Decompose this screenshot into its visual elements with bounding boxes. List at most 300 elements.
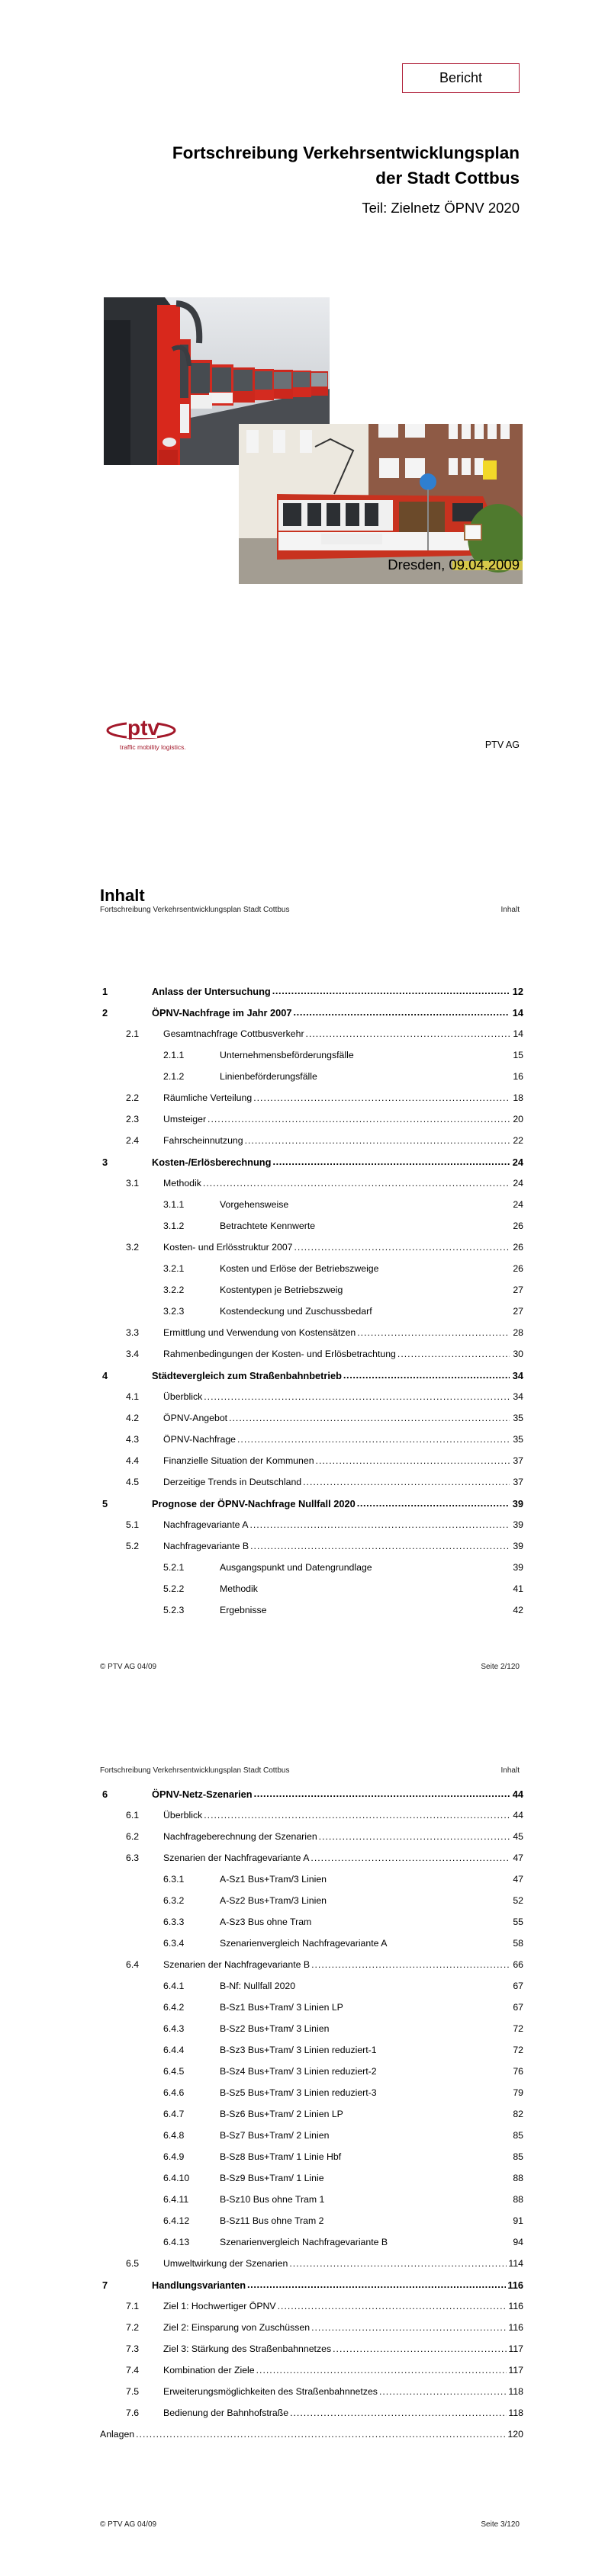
title-line-2: der Stadt Cottbus <box>375 168 520 188</box>
toc-entry[interactable] <box>100 1471 523 1493</box>
toc-entry-page: 37 <box>513 1455 523 1466</box>
toc-entry-title: Derzeitige Trends in Deutschland <box>163 1477 302 1487</box>
toc-entry-number: 3.2.2 <box>163 1285 185 1295</box>
toc-entry-page: 118 <box>508 2408 523 2418</box>
toc-entry-title: Räumliche Verteilung <box>163 1092 253 1103</box>
toc-dot-leader <box>343 1370 510 1381</box>
toc-entry-page: 12 <box>512 985 523 997</box>
toc-entry-number: 7.1 <box>126 2301 140 2311</box>
toc-list-page-3 <box>100 1783 523 2445</box>
toc-entry[interactable] <box>100 1429 523 1450</box>
toc-entry-page: 72 <box>513 2045 523 2055</box>
toc-entry-number: 6.4 <box>126 1959 140 1970</box>
footer-page-number: Seite 2/120 <box>481 1663 520 1671</box>
toc-entry-number: 3.4 <box>126 1349 140 1359</box>
title-line-1: Fortschreibung Verkehrsentwicklungsplan <box>172 143 520 162</box>
toc-entry-title: Szenarienvergleich Nachfragevariante A <box>220 1938 388 1949</box>
toc-entry-page: 39 <box>513 1541 523 1551</box>
toc-entry-number: 5.2.1 <box>163 1562 185 1573</box>
toc-entry[interactable] <box>100 2381 523 2402</box>
toc-entry-title: A-Sz3 Bus ohne Tram <box>220 1917 312 1927</box>
toc-entry-title: Ziel 1: Hochwertiger ÖPNV <box>163 2301 276 2311</box>
toc-dot-leader <box>272 986 510 996</box>
toc-dot-leader <box>319 1831 510 1842</box>
toc-entry-title: Nachfragevariante B <box>163 1541 249 1551</box>
toc-entry[interactable] <box>100 1557 523 1578</box>
toc-dot-leader <box>254 1788 510 1799</box>
toc-entry-page: 41 <box>513 1583 523 1594</box>
toc-entry[interactable] <box>100 2295 523 2317</box>
toc-entry-number: 5.1 <box>126 1519 140 1530</box>
toc-entry-title: Ausgangspunkt und Datengrundlage <box>220 1562 372 1573</box>
toc-entry-title: ÖPNV-Nachfrage im Jahr 2007 <box>152 1006 292 1019</box>
toc-entry-title: Methodik <box>163 1178 201 1189</box>
toc-entry-number: 6.1 <box>126 1810 140 1821</box>
toc-entry-number: 4 <box>102 1369 108 1381</box>
toc-entry-title: Nachfragevariante A <box>163 1519 249 1530</box>
toc-entry-number: 6.2 <box>126 1831 140 1842</box>
toc-dot-leader <box>303 1477 510 1487</box>
toc-entry-page: 88 <box>513 2194 523 2205</box>
toc-entry[interactable] <box>100 1151 523 1173</box>
toc-entry-title: B-Nf: Nullfall 2020 <box>220 1981 296 1991</box>
ptv-logo <box>105 707 204 753</box>
toc-entry-page: 55 <box>513 1917 523 1927</box>
running-header-title: Fortschreibung Verkehrsentwicklungsplan Stadt Cottbus <box>100 1766 290 1775</box>
toc-dot-leader <box>289 2258 507 2269</box>
toc-entry-number: 7.4 <box>126 2365 140 2376</box>
toc-entry-number: 4.4 <box>126 1455 140 1466</box>
toc-entry-page: 72 <box>513 2023 523 2034</box>
toc-entry-number: 6.4.1 <box>163 1981 185 1991</box>
toc-entry-title: Linienbeförderungsfälle <box>220 1071 317 1082</box>
toc-entry[interactable] <box>100 2231 523 2253</box>
toc-entry[interactable] <box>100 2253 523 2274</box>
toc-entry-page: 116 <box>508 2322 523 2333</box>
toc-entry-page: 20 <box>513 1114 523 1124</box>
toc-entry-title: A-Sz2 Bus+Tram/3 Linien <box>220 1895 327 1906</box>
toc-entry[interactable] <box>100 1130 523 1151</box>
toc-entry-title: B-Sz8 Bus+Tram/ 1 Linie Hbf <box>220 2151 342 2162</box>
toc-entry-number: 6.3.1 <box>163 1874 185 1885</box>
toc-dot-leader <box>294 1242 510 1253</box>
toc-dot-leader <box>245 1135 510 1146</box>
toc-dot-leader <box>237 1434 510 1445</box>
toc-entry-title: Erweiterungsmöglichkeiten des Straßenbahnnetzes <box>163 2386 378 2397</box>
toc-dot-leader <box>136 2429 506 2440</box>
toc-dot-leader <box>272 1156 510 1167</box>
toc-entry-number: 3.1 <box>126 1178 140 1189</box>
svg-text:ptv: ptv <box>127 716 159 739</box>
toc-entry-number: 6.4.12 <box>163 2215 190 2226</box>
toc-dot-leader <box>229 1413 510 1423</box>
toc-entry-page: 24 <box>513 1178 523 1189</box>
toc-entry-page: 88 <box>513 2173 523 2183</box>
toc-entry-number: 1 <box>102 985 108 997</box>
toc-entry-title: Ziel 3: Stärkung des Straßenbahnnetzes <box>163 2343 332 2354</box>
toc-entry-number: 2.2 <box>126 1092 140 1103</box>
toc-entry-page: 116 <box>508 2301 523 2311</box>
toc-entry-page: 47 <box>513 1874 523 1885</box>
document-subtitle: Teil: Zielnetz ÖPNV 2020 <box>362 200 520 216</box>
toc-entry-page: 117 <box>508 2343 523 2354</box>
toc-entry-page: 27 <box>513 1285 523 1295</box>
toc-entry-number: 6.4.2 <box>163 2002 185 2013</box>
toc-entry-page: 116 <box>507 2279 523 2291</box>
toc-entry-number: 2.3 <box>126 1114 140 1124</box>
toc-entry-number: 5.2.3 <box>163 1605 185 1615</box>
toc-entry[interactable] <box>100 1002 523 1023</box>
toc-entry-title: Kostendeckung und Zuschussbedarf <box>220 1306 372 1317</box>
toc-entry-number: 6.4.8 <box>163 2130 185 2141</box>
toc-entry-page: 85 <box>513 2130 523 2141</box>
toc-entry-number: 6.4.6 <box>163 2087 185 2098</box>
running-header-title: Fortschreibung Verkehrsentwicklungsplan Stadt Cottbus <box>100 906 290 914</box>
toc-entry[interactable] <box>100 1933 523 1954</box>
toc-entry-title: B-Sz11 Bus ohne Tram 2 <box>220 2215 324 2226</box>
toc-entry[interactable] <box>100 1279 523 1301</box>
toc-entry-title: Finanzielle Situation der Kommunen <box>163 1455 314 1466</box>
toc-entry[interactable] <box>100 1535 523 1557</box>
toc-entry-page: 27 <box>513 1306 523 1317</box>
toc-entry-title: Fahrscheinnutzung <box>163 1135 243 1146</box>
toc-entry[interactable] <box>100 2317 523 2338</box>
toc-entry[interactable] <box>100 2338 523 2359</box>
report-type-text: Bericht <box>439 70 483 85</box>
toc-entry-title: Szenarienvergleich Nachfragevariante B <box>220 2237 388 2247</box>
toc-entry[interactable] <box>100 1997 523 2018</box>
toc-entry-number: 3.2.1 <box>163 1263 185 1274</box>
toc-entry-page: 34 <box>513 1391 523 1402</box>
toc-entry-page: 67 <box>513 2002 523 2013</box>
toc-dot-leader <box>203 1178 510 1189</box>
toc-entry[interactable] <box>100 1322 523 1343</box>
toc-entry-number: 7.3 <box>126 2343 140 2354</box>
toc-entry[interactable] <box>100 1237 523 1258</box>
toc-entry-number: 3.1.1 <box>163 1199 185 1210</box>
toc-dot-leader <box>357 1498 510 1509</box>
toc-entry[interactable] <box>100 1783 523 1804</box>
document-date: Dresden, 09.04.2009 <box>388 557 520 573</box>
toc-entry-number: 6.3 <box>126 1853 140 1863</box>
toc-entry-page: 67 <box>513 1981 523 1991</box>
toc-entry-number: 5.2.2 <box>163 1583 185 1594</box>
toc-entry-title: ÖPNV-Netz-Szenarien <box>152 1788 253 1800</box>
toc-entry[interactable] <box>100 1108 523 1130</box>
toc-entry-page: 35 <box>513 1413 523 1423</box>
toc-entry-number: 7 <box>102 2279 108 2291</box>
toc-entry-number: 6.4.11 <box>163 2194 189 2205</box>
toc-entry[interactable] <box>100 1365 523 1386</box>
toc-entry-number: 6.4.10 <box>163 2173 190 2183</box>
toc-entry-page: 52 <box>513 1895 523 1906</box>
toc-entry[interactable] <box>100 2424 523 2445</box>
toc-entry[interactable] <box>100 1343 523 1365</box>
toc-entry-page: 85 <box>513 2151 523 2162</box>
toc-entry-title: Umweltwirkung der Szenarien <box>163 2258 288 2269</box>
toc-entry-title: B-Sz7 Bus+Tram/ 2 Linien <box>220 2130 330 2141</box>
toc-entry-title: Prognose der ÖPNV-Nachfrage Nullfall 2020 <box>152 1497 356 1509</box>
toc-entry-page: 45 <box>513 1831 523 1842</box>
toc-entry[interactable] <box>100 1847 523 1869</box>
toc-dot-leader <box>204 1391 510 1402</box>
toc-entry-title: Anlass der Untersuchung <box>152 985 271 997</box>
toc-entry-title: Nachfrageberechnung der Szenarien <box>163 1831 317 1842</box>
toc-entry[interactable] <box>100 1890 523 1911</box>
report-type-label <box>402 63 520 93</box>
toc-entry-title: Kosten und Erlöse der Betriebszweige <box>220 1263 379 1274</box>
toc-entry-title: Rahmenbedingungen der Kosten- und Erlösbetrachtung <box>163 1349 396 1359</box>
toc-entry-number: 7.6 <box>126 2408 140 2418</box>
toc-entry[interactable] <box>100 2146 523 2167</box>
toc-entry-number: 2 <box>102 1006 108 1019</box>
toc-dot-leader <box>357 1327 510 1338</box>
toc-dot-leader <box>294 1007 510 1018</box>
document-title <box>92 140 520 191</box>
toc-entry[interactable] <box>100 1869 523 1890</box>
toc-entry[interactable] <box>100 2359 523 2381</box>
toc-entry-page: 91 <box>513 2215 523 2226</box>
toc-dot-leader <box>290 2408 507 2418</box>
toc-entry-page: 66 <box>513 1959 523 1970</box>
toc-entry-page: 34 <box>512 1369 523 1381</box>
toc-entry-title: Kosten-/Erlösberechnung <box>152 1156 272 1168</box>
toc-entry-number: 4.3 <box>126 1434 140 1445</box>
toc-entry-number: 6.4.4 <box>163 2045 185 2055</box>
toc-entry[interactable] <box>100 1258 523 1279</box>
toc-entry[interactable] <box>100 1194 523 1215</box>
footer-copyright: © PTV AG 04/09 <box>100 2520 157 2529</box>
toc-entry-title: B-Sz9 Bus+Tram/ 1 Linie <box>220 2173 324 2183</box>
toc-entry[interactable] <box>100 1066 523 1087</box>
toc-entry-page: 26 <box>513 1263 523 1274</box>
toc-entry-number: 2.4 <box>126 1135 140 1146</box>
toc-entry-title: Ermittlung und Verwendung von Kostensätzen <box>163 1327 356 1338</box>
toc-entry-number: 5.2 <box>126 1541 140 1551</box>
toc-entry[interactable] <box>100 1215 523 1237</box>
toc-entry-page: 42 <box>513 1605 523 1615</box>
toc-entry-title: Szenarien der Nachfragevariante A <box>163 1853 310 1863</box>
toc-entry-number: 6.3.4 <box>163 1938 185 1949</box>
toc-dot-leader <box>249 1519 510 1530</box>
toc-entry-number: 7.5 <box>126 2386 140 2397</box>
toc-dot-leader <box>333 2343 507 2354</box>
toc-dot-leader <box>250 1541 510 1551</box>
toc-entry-title: Umsteiger <box>163 1114 207 1124</box>
toc-entry-number: 6.4.9 <box>163 2151 185 2162</box>
toc-dot-leader <box>397 1349 510 1359</box>
toc-entry-number: 6.3.3 <box>163 1917 185 1927</box>
toc-entry-title: Ziel 2: Einsparung von Zuschüssen <box>163 2322 311 2333</box>
toc-entry-page: 24 <box>512 1156 523 1168</box>
toc-entry-page: 35 <box>513 1434 523 1445</box>
toc-entry-page: 26 <box>513 1221 523 1231</box>
toc-entry-title: Methodik <box>220 1583 258 1594</box>
toc-entry-title: Städtevergleich zum Straßenbahnbetrieb <box>152 1369 342 1381</box>
toc-entry-page: 44 <box>513 1810 523 1821</box>
toc-entry[interactable] <box>100 2402 523 2424</box>
toc-entry-title: Bedienung der Bahnhofstraße <box>163 2408 289 2418</box>
toc-entry[interactable] <box>100 2189 523 2210</box>
toc-entry[interactable] <box>100 2125 523 2146</box>
toc-entry-title: Überblick <box>163 1810 203 1821</box>
toc-entry[interactable] <box>100 980 523 1002</box>
toc-entry-number: 2.1 <box>126 1028 140 1039</box>
toc-entry-title: Betrachtete Kennwerte <box>220 1221 316 1231</box>
toc-entry-page: 39 <box>513 1562 523 1573</box>
toc-entry-title: Szenarien der Nachfragevariante B <box>163 1959 311 1970</box>
toc-entry[interactable] <box>100 1087 523 1108</box>
toc-entry-page: 118 <box>508 2386 523 2397</box>
toc-entry-number: 6.4.13 <box>163 2237 190 2247</box>
toc-entry-page: 18 <box>513 1092 523 1103</box>
company-name: PTV AG <box>484 739 520 750</box>
toc-entry-page: 24 <box>513 1199 523 1210</box>
toc-dot-leader <box>311 2322 507 2333</box>
toc-entry[interactable] <box>100 1911 523 1933</box>
toc-entry[interactable] <box>100 1173 523 1194</box>
toc-dot-leader <box>204 1810 510 1821</box>
toc-entry-number: 4.2 <box>126 1413 140 1423</box>
toc-entry-number: 5 <box>102 1497 108 1509</box>
toc-entry-number: 6.4.5 <box>163 2066 185 2077</box>
toc-entry[interactable] <box>100 1826 523 1847</box>
toc-entry-page: 22 <box>513 1135 523 1146</box>
toc-entry-title: B-Sz6 Bus+Tram/ 2 Linien LP <box>220 2109 343 2119</box>
toc-entry-title: ÖPNV-Nachfrage <box>163 1434 237 1445</box>
toc-entry-title: B-Sz4 Bus+Tram/ 3 Linien reduziert-2 <box>220 2066 377 2077</box>
toc-entry-number: 3.3 <box>126 1327 140 1338</box>
toc-entry-number: 7.2 <box>126 2322 140 2333</box>
toc-entry-title: Kostentypen je Betriebszweig <box>220 1285 343 1295</box>
toc-entry-page: 28 <box>513 1327 523 1338</box>
toc-entry-title: B-Sz3 Bus+Tram/ 3 Linien reduziert-1 <box>220 2045 377 2055</box>
toc-entry[interactable] <box>100 1044 523 1066</box>
toc-entry-number: 4.5 <box>126 1477 140 1487</box>
toc-entry-page: 94 <box>513 2237 523 2247</box>
toc-entry-page: 117 <box>508 2365 523 2376</box>
toc-entry-number: 6.3.2 <box>163 1895 185 1906</box>
toc-entry-number: 6 <box>102 1788 108 1800</box>
toc-entry[interactable] <box>100 2018 523 2039</box>
toc-entry-title: Ergebnisse <box>220 1605 267 1615</box>
toc-dot-leader <box>311 1959 510 1970</box>
running-header-section: Inhalt <box>500 1766 520 1775</box>
toc-entry-number: 2.1.2 <box>163 1071 185 1082</box>
toc-dot-leader <box>247 2279 506 2290</box>
toc-dot-leader <box>253 1092 510 1103</box>
toc-entry-page: 44 <box>512 1788 523 1800</box>
toc-entry-page: 82 <box>513 2109 523 2119</box>
toc-entry-page: 26 <box>513 1242 523 1253</box>
toc-entry[interactable] <box>100 1386 523 1407</box>
toc-entry-title: Handlungsvarianten <box>152 2279 246 2291</box>
toc-entry-page: 14 <box>513 1028 523 1039</box>
toc-entry-page: 15 <box>513 1050 523 1060</box>
toc-entry-number: 3 <box>102 1156 108 1168</box>
toc-entry-page: 79 <box>513 2087 523 2098</box>
toc-entry-title: B-Sz2 Bus+Tram/ 3 Linien <box>220 2023 330 2034</box>
toc-entry-page: 37 <box>513 1477 523 1487</box>
toc-entry[interactable] <box>100 2210 523 2231</box>
toc-dot-leader <box>256 2365 507 2376</box>
toc-list-page-2 <box>100 980 523 1621</box>
toc-entry-page: 58 <box>513 1938 523 1949</box>
toc-entry-page: 30 <box>513 1349 523 1359</box>
toc-entry-number: 6.4.7 <box>163 2109 185 2119</box>
toc-entry-page: 47 <box>513 1853 523 1863</box>
toc-entry-title: Kosten- und Erlösstruktur 2007 <box>163 1242 293 1253</box>
toc-entry-number: 6.4.3 <box>163 2023 185 2034</box>
toc-entry-number: 3.1.2 <box>163 1221 185 1231</box>
toc-entry-page: 39 <box>513 1519 523 1530</box>
toc-entry-title: Gesamtnachfrage Cottbusverkehr <box>163 1028 304 1039</box>
toc-entry[interactable] <box>100 1023 523 1044</box>
toc-entry-title: B-Sz10 Bus ohne Tram 1 <box>220 2194 325 2205</box>
footer-page-number: Seite 3/120 <box>481 2520 520 2529</box>
toc-entry-number: 4.1 <box>126 1391 140 1402</box>
toc-entry[interactable] <box>100 1514 523 1535</box>
toc-entry[interactable] <box>100 2061 523 2082</box>
toc-entry[interactable] <box>100 1578 523 1599</box>
toc-entry[interactable] <box>100 1599 523 1621</box>
toc-entry[interactable] <box>100 1493 523 1514</box>
toc-entry[interactable] <box>100 1975 523 1997</box>
toc-entry-title: B-Sz5 Bus+Tram/ 3 Linien reduziert-3 <box>220 2087 377 2098</box>
toc-entry-title: Unternehmensbeförderungsfälle <box>220 1050 354 1060</box>
toc-entry-title: Kombination der Ziele <box>163 2365 255 2376</box>
toc-entry-page: 39 <box>512 1497 523 1509</box>
toc-entry-title: ÖPNV-Angebot <box>163 1413 228 1423</box>
toc-entry-page: 120 <box>507 2429 523 2440</box>
toc-entry[interactable] <box>100 2167 523 2189</box>
toc-entry[interactable] <box>100 2039 523 2061</box>
toc-entry-title: B-Sz1 Bus+Tram/ 3 Linien LP <box>220 2002 343 2013</box>
toc-entry-page: 76 <box>513 2066 523 2077</box>
toc-entry-title: Vorgehensweise <box>220 1199 289 1210</box>
toc-entry-number: 6.5 <box>126 2258 140 2269</box>
toc-entry-page: 114 <box>508 2258 523 2269</box>
toc-dot-leader <box>316 1455 510 1466</box>
toc-entry[interactable] <box>100 1450 523 1471</box>
toc-entry-title: A-Sz1 Bus+Tram/3 Linien <box>220 1874 327 1885</box>
toc-entry-page: 16 <box>513 1071 523 1082</box>
toc-entry[interactable] <box>100 1301 523 1322</box>
toc-entry[interactable] <box>100 2082 523 2103</box>
toc-entry[interactable] <box>100 1804 523 1826</box>
toc-entry[interactable] <box>100 1954 523 1975</box>
toc-entry[interactable] <box>100 2274 523 2295</box>
toc-entry-number: 3.2.3 <box>163 1306 185 1317</box>
toc-entry-title: Überblick <box>163 1391 203 1402</box>
toc-entry-number: 3.2 <box>126 1242 140 1253</box>
toc-dot-leader <box>278 2301 507 2311</box>
toc-dot-leader <box>208 1114 510 1124</box>
toc-entry-title: Anlagen <box>100 2429 135 2440</box>
toc-dot-leader <box>311 1853 510 1863</box>
toc-entry[interactable] <box>100 1407 523 1429</box>
toc-dot-leader <box>379 2386 507 2397</box>
footer-copyright: © PTV AG 04/09 <box>100 1663 157 1671</box>
toc-dot-leader <box>306 1028 510 1039</box>
logo-tagline: traffic mobility logistics. <box>120 743 186 751</box>
toc-entry[interactable] <box>100 2103 523 2125</box>
toc-heading: Inhalt <box>100 886 145 905</box>
running-header-section: Inhalt <box>500 906 520 914</box>
ptv-logo-icon <box>105 707 204 753</box>
toc-entry-number: 2.1.1 <box>163 1050 185 1060</box>
toc-entry-page: 14 <box>512 1006 523 1019</box>
